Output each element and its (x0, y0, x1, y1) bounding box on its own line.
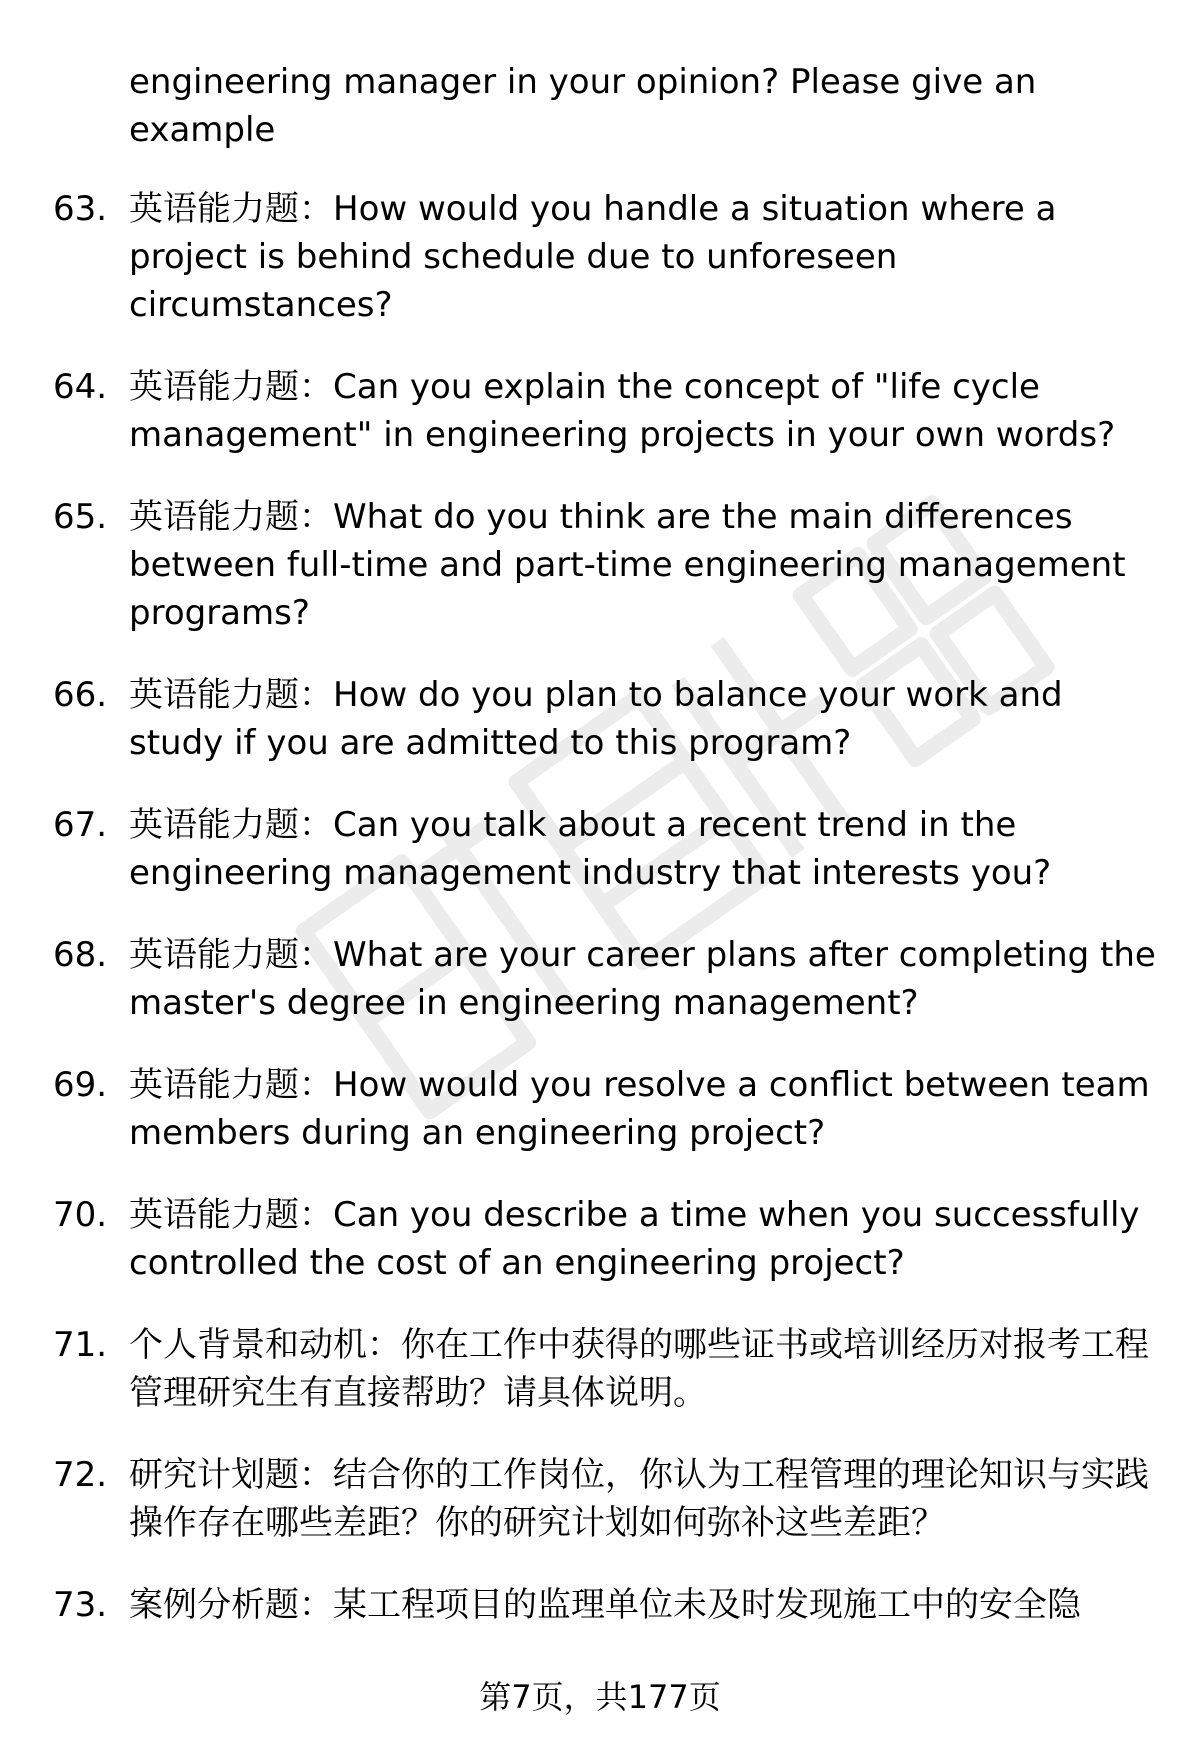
question-body (129, 931, 1159, 1027)
question-text: 你在工作中获得的哪些证书或培训经历对报考工程管理研究生有直接帮助？请具体说明。 (129, 1325, 1149, 1413)
question-body (129, 363, 1159, 459)
question-number: 67. (53, 805, 108, 845)
question-category: 英语能力题： (129, 497, 333, 537)
question-item (0, 1581, 1200, 1629)
question-text: Can you describe a time when you successfully controlled the cost of an engineering project? (129, 1195, 1140, 1283)
question-body (129, 671, 1159, 767)
question-body (129, 1451, 1159, 1547)
question-number: 64. (53, 367, 108, 407)
question-category: 研究计划题： (129, 1455, 333, 1495)
question-item (0, 363, 1200, 459)
question-number: 73. (53, 1585, 108, 1625)
question-item (0, 801, 1200, 897)
question-body (129, 185, 1159, 329)
question-item (0, 493, 1200, 637)
question-category: 案例分析题： (129, 1585, 333, 1625)
question-category: 英语能力题： (129, 189, 333, 229)
question-category: 英语能力题： (129, 805, 333, 845)
question-body (129, 1581, 1159, 1629)
question-number: 68. (53, 935, 108, 975)
question-text: 结合你的工作岗位，你认为工程管理的理论知识与实践操作存在哪些差距？你的研究计划如何弥补这些差距？ (129, 1455, 1149, 1543)
question-number: 69. (53, 1065, 108, 1105)
question-item (0, 1061, 1200, 1157)
question-text: 某工程项目的监理单位未及时发现施工中的安全隐 (333, 1585, 1081, 1625)
question-item (0, 185, 1200, 329)
question-item (0, 671, 1200, 767)
question-category: 英语能力题： (129, 367, 333, 407)
continued-question-text: engineering manager in your opinion? Please give an example (129, 62, 1037, 150)
question-text: How would you resolve a conflict between team members during an engineering project? (129, 1065, 1150, 1153)
question-item (0, 931, 1200, 1027)
question-number: 72. (53, 1455, 108, 1495)
question-list (0, 185, 1200, 1629)
question-content (0, 58, 1200, 1663)
question-body (129, 801, 1159, 897)
question-body (129, 1321, 1159, 1417)
question-text: What are your career plans after completing the master's degree in engineering management? (129, 935, 1156, 1023)
question-number: 63. (53, 189, 108, 229)
question-text: Can you explain the concept of "life cycle management" in engineering projects in your own words? (129, 367, 1116, 455)
question-number: 71. (53, 1325, 108, 1365)
question-number: 65. (53, 497, 108, 537)
question-body (129, 1061, 1159, 1157)
question-category: 英语能力题： (129, 1065, 333, 1105)
question-text: What do you think are the main differences between full-time and part-time engineering management programs? (129, 497, 1126, 633)
question-item (0, 1191, 1200, 1287)
question-body (129, 1191, 1159, 1287)
question-item (0, 1451, 1200, 1547)
page-footer: 第7页，共177页 (479, 1678, 721, 1716)
question-category: 英语能力题： (129, 1195, 333, 1235)
question-category: 英语能力题： (129, 935, 333, 975)
question-item (0, 1321, 1200, 1417)
question-text: Can you talk about a recent trend in the engineering management industry that interests you? (129, 805, 1052, 893)
question-text: How do you plan to balance your work and study if you are admitted to this program? (129, 675, 1063, 763)
question-text: How would you handle a situation where a project is behind schedule due to unforeseen circumstances? (129, 189, 1057, 325)
question-category: 英语能力题： (129, 675, 333, 715)
question-number: 70. (53, 1195, 108, 1235)
question-body (129, 493, 1159, 637)
question-category: 个人背景和动机： (129, 1325, 401, 1365)
question-number: 66. (53, 675, 108, 715)
